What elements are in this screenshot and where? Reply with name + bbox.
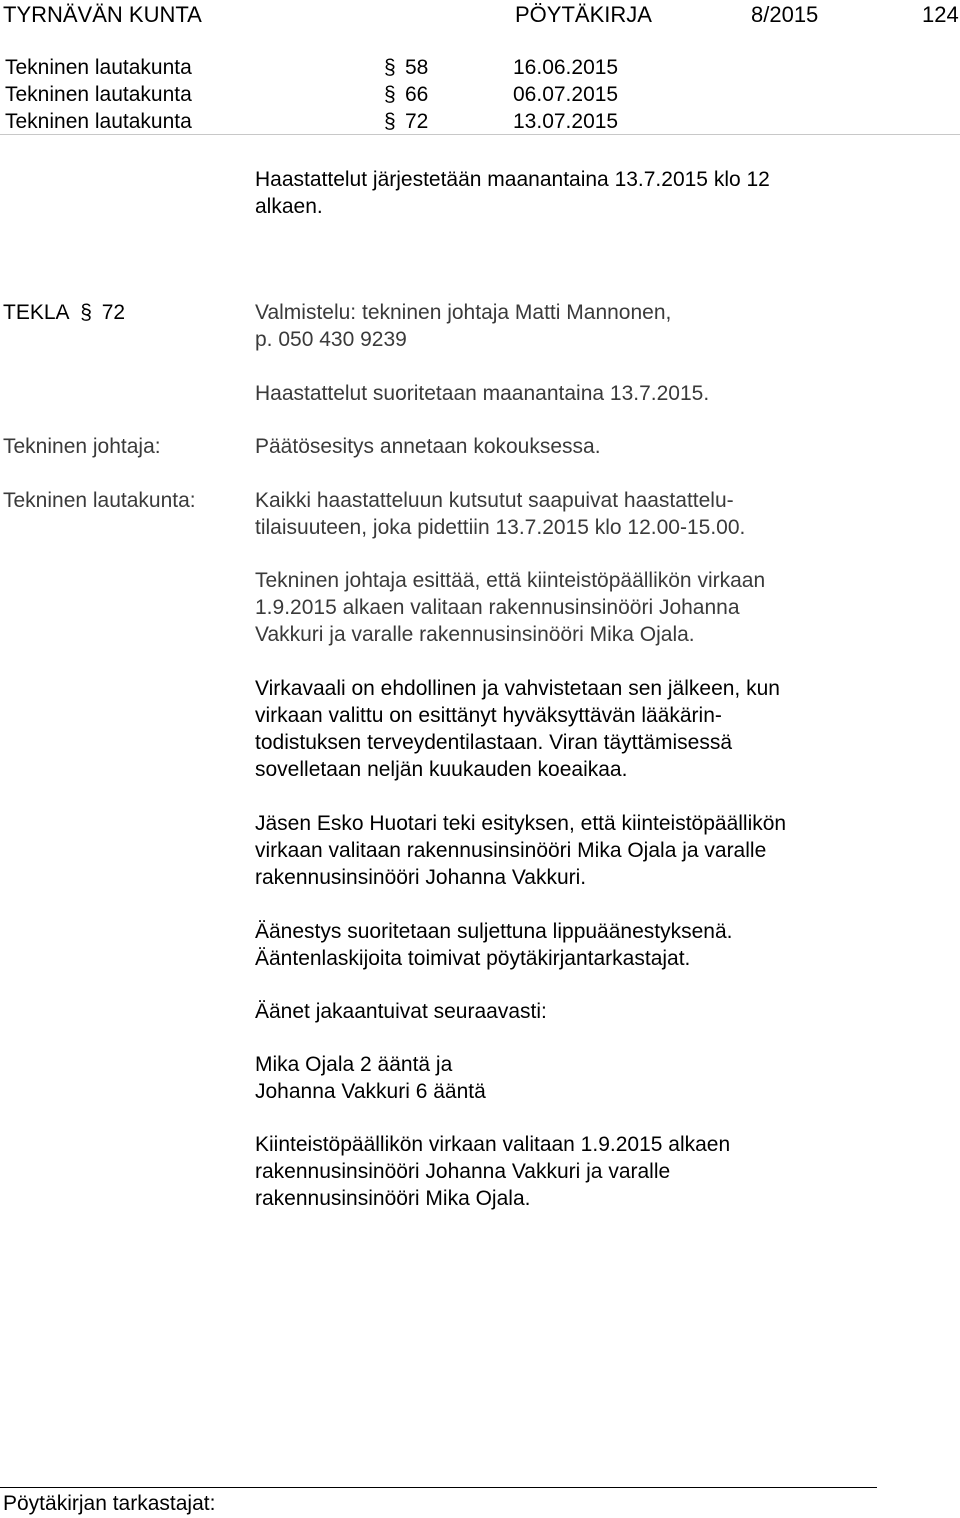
decision-line: Kaikki haastatteluun kutsutut saapuivat haastattelu-	[255, 489, 734, 512]
decision-line: tilaisuuteen, joka pidettiin 13.7.2015 klo 12.00-15.00.	[255, 516, 746, 539]
decision-line: rakennusinsinööri Johanna Vakkuri ja varalle	[255, 1160, 671, 1183]
decision-line: virkaan valittu on esittänyt hyväksyttävän lääkärin-	[255, 704, 722, 727]
section-symbol: §	[80, 301, 92, 324]
section-number: 72	[101, 301, 126, 324]
decision-paragraph	[255, 810, 895, 891]
intro-line: Haastattelut järjestetään maanantaina 13.7.2015 klo 12	[255, 168, 770, 191]
intro-paragraph	[255, 166, 895, 220]
reference-section: 72	[405, 110, 429, 133]
reference-row	[0, 83, 960, 107]
reference-date: 16.06.2015	[513, 56, 619, 79]
reference-section: 58	[405, 56, 429, 79]
decision-line: todistuksen terveydentilastaan. Viran täyttämisessä	[255, 731, 733, 754]
footer-label: Pöytäkirjan tarkastajat:	[3, 1492, 216, 1515]
page-number: 124	[922, 2, 959, 27]
proposal-text	[255, 433, 895, 460]
section-heading	[3, 299, 125, 326]
document-type: PÖYTÄKIRJA	[515, 2, 652, 27]
reference-section: 66	[405, 83, 429, 106]
preparation-line: p. 050 430 9239	[255, 328, 407, 351]
decision-line: Kiinteistöpäällikön virkaan valitaan 1.9.2015 alkaen	[255, 1133, 731, 1156]
footer-divider	[0, 1487, 877, 1488]
section-symbol: §	[384, 110, 396, 133]
decision-line: Mika Ojala 2 ääntä ja	[255, 1053, 453, 1076]
decision-paragraph	[255, 918, 895, 972]
section-symbol: §	[384, 56, 396, 79]
decision-paragraph	[255, 1131, 895, 1212]
decision-line: virkaan valitaan rakennusinsinööri Mika Ojala ja varalle	[255, 839, 767, 862]
municipality-name: TYRNÄVÄN KUNTA	[3, 2, 202, 27]
preparation-note	[255, 380, 895, 407]
proposal-line: Päätösesitys annetaan kokouksessa.	[255, 435, 601, 458]
reference-body: Tekninen lautakunta	[5, 83, 192, 106]
decision-line: Ääntenlaskijoita toimivat pöytäkirjantarkastajat.	[255, 947, 691, 970]
decision-paragraph	[255, 675, 895, 783]
decision-paragraph	[255, 998, 895, 1025]
preparation-info	[255, 299, 895, 353]
decision-label: Tekninen lautakunta:	[3, 489, 196, 512]
decision-line: Äänestys suoritetaan suljettuna lippuäänestyksenä.	[255, 920, 733, 943]
decision-line: Johanna Vakkuri 6 ääntä	[255, 1080, 486, 1103]
document-number: 8/2015	[751, 2, 819, 27]
decision-line: Virkavaali on ehdollinen ja vahvistetaan sen jälkeen, kun	[255, 677, 780, 700]
section-label: TEKLA	[3, 301, 69, 324]
decision-line: sovelletaan neljän kuukauden koeaikaa.	[255, 758, 628, 781]
reference-row	[0, 56, 960, 80]
decision-line: rakennusinsinööri Johanna Vakkuri.	[255, 866, 587, 889]
decision-paragraph	[255, 567, 895, 648]
decision-line: 1.9.2015 alkaen valitaan rakennusinsinööri Johanna	[255, 596, 740, 619]
decision-line: rakennusinsinööri Mika Ojala.	[255, 1187, 531, 1210]
decision-line: Vakkuri ja varalle rakennusinsinööri Mika Ojala.	[255, 623, 695, 646]
reference-date: 13.07.2015	[513, 110, 619, 133]
section-symbol: §	[384, 83, 396, 106]
reference-date: 06.07.2015	[513, 83, 619, 106]
decision-line: Äänet jakaantuivat seuraavasti:	[255, 1000, 547, 1023]
decision-paragraph	[255, 1051, 895, 1105]
reference-divider	[0, 134, 960, 135]
preparation-line: Valmistelu: tekninen johtaja Matti Mannonen,	[255, 301, 672, 324]
decision-paragraph	[255, 487, 895, 541]
reference-row	[0, 110, 960, 134]
preparation-note-text: Haastattelut suoritetaan maanantaina 13.7.2015.	[255, 382, 710, 405]
proposal-label: Tekninen johtaja:	[3, 435, 161, 458]
decision-line: Tekninen johtaja esittää, että kiinteistöpäällikön virkaan	[255, 569, 766, 592]
reference-body: Tekninen lautakunta	[5, 110, 192, 133]
reference-body: Tekninen lautakunta	[5, 56, 192, 79]
intro-line: alkaen.	[255, 195, 323, 218]
decision-line: Jäsen Esko Huotari teki esityksen, että kiinteistöpäällikön	[255, 812, 787, 835]
